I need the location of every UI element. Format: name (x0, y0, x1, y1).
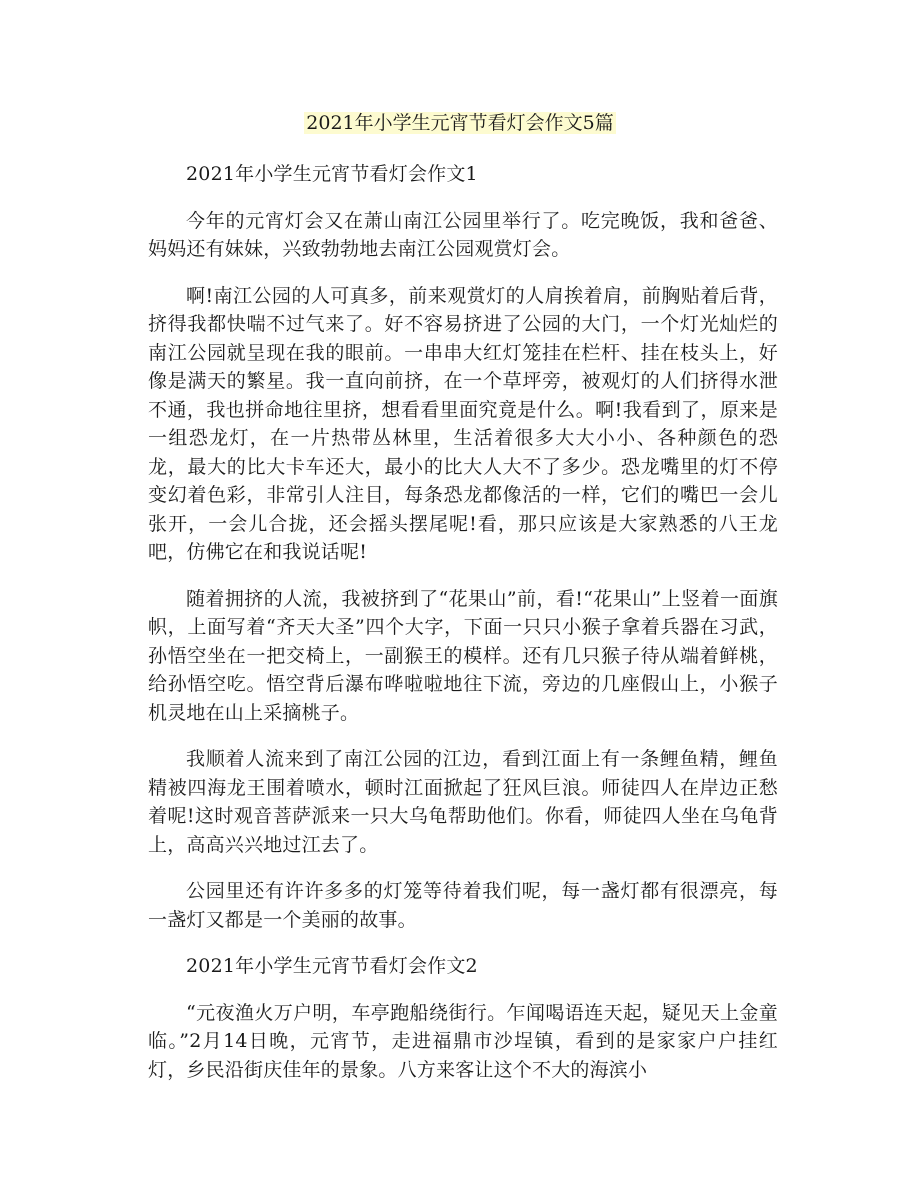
section-1-paragraph-2: 啊!南江公园的人可真多，前来观赏灯的人肩挨着肩，前胸贴着后背，挤得我都快喘不过气来了。好不容易挤进了公园的大门，一个灯光灿烂的南江公园就呈现在我的眼前。一串串大红灯笼挂在栏杆、挂在枝头上，好像是满天的繁星。我一直向前挤，在一个草坪旁，被观灯的人们挤得水泄不通，我也拼命地往里挤，想看看里面究竟是什么。啊!我看到了，原来是一组恐龙灯，在一片热带丛林里，生活着很多大大小小、各种颜色的恐龙，最大的比大卡车还大，最小的比大人大不了多少。恐龙嘴里的灯不停变幻着色彩，非常引人注目，每条恐龙都像活的一样，它们的嘴巴一会儿张开，一会儿合拢，还会摇头摆尾呢!看，那只应该是大家熟悉的八王龙吧，仿佛它在和我说话呢! (148, 284, 778, 563)
section-2-paragraph-1: “元夜渔火万户明，车亭跑船绕街行。乍闻喝语连天起，疑见天上金童临。”2月14日晚，元宵节，走进福鼎市沙埕镇，看到的是家家户户挂红灯，乡民沿街庆佳年的景象。八方来客让这个不大的海滨小 (148, 1001, 778, 1081)
section-1-heading: 2021年小学生元宵节看灯会作文1 (186, 163, 478, 185)
section-1-paragraph-5: 公园里还有许许多多的灯笼等待着我们呢，每一盏灯都有很漂亮，每一盏灯又都是一个美丽的故事。 (148, 880, 778, 931)
document-title-text: 2021年小学生元宵节看灯会作文5篇 (306, 112, 614, 134)
section-1-paragraph-4: 我顺着人流来到了南江公园的江边，看到江面上有一条鲤鱼精，鲤鱼精被四海龙王围着喷水，顿时江面掀起了狂风巨浪。师徒四人在岸边正愁着呢!这时观音菩萨派来一只大乌龟帮助他们。你看，师徒四人坐在乌龟背上，高高兴兴地过江去了。 (148, 748, 778, 856)
document-body (148, 160, 778, 1102)
document-title (0, 110, 920, 136)
section-2-heading: 2021年小学生元宵节看灯会作文2 (186, 955, 478, 977)
section-1-paragraph-3: 随着拥挤的人流，我被挤到了“花果山”前，看!“花果山”上竖着一面旗帜，上面写着“齐天大圣”四个大字，下面一只只小猴子拿着兵器在习武，孙悟空坐在一把交椅上，一副猴王的模样。还有几只猴子待从端着鲜桃，给孙悟空吃。悟空背后瀑布哗啦啦地往下流，旁边的几座假山上，小猴子机灵地在山上采摘桃子。 (148, 587, 778, 724)
section-1-paragraph-1: 今年的元宵灯会又在萧山南江公园里举行了。吃完晚饭，我和爸爸、妈妈还有妹妹，兴致勃勃地去南江公园观赏灯会。 (148, 209, 778, 260)
